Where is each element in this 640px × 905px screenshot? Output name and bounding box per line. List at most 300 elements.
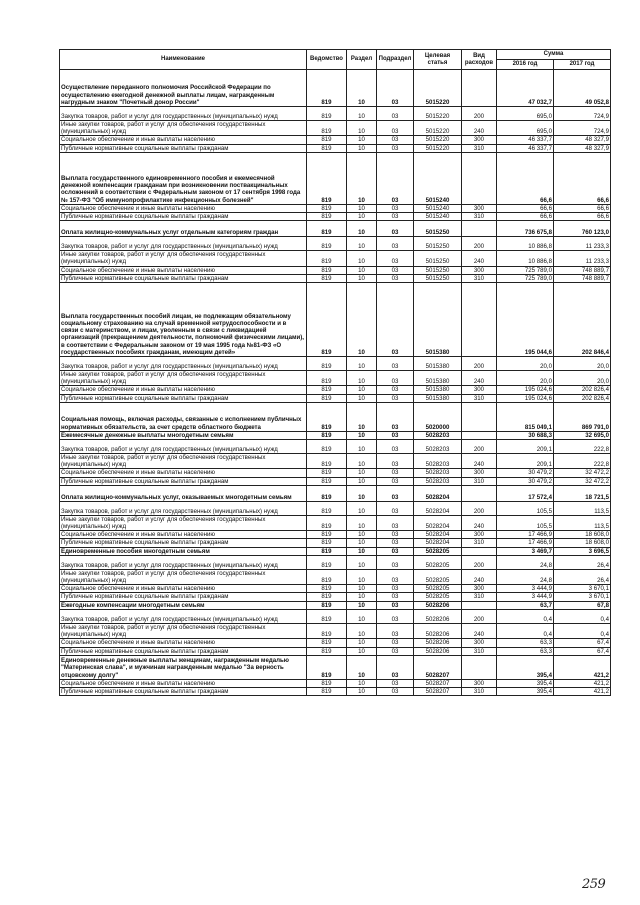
table-row — [60, 440, 611, 454]
name-cell: Осуществление переданного полномочия Российской Федерации по осуществлению ежегодной денежной выплаты лицам, награжденным нагрудным знаком "Почетный донор России" — [60, 70, 307, 107]
sum-2017-cell: 421,2 — [554, 655, 611, 679]
sum-2016-cell: 3 469,7 — [497, 547, 554, 555]
table-row — [60, 609, 611, 623]
podrazdel-cell: 03 — [377, 555, 414, 569]
target-article-cell: 5015380 — [414, 357, 462, 371]
razdel-cell: 10 — [347, 501, 377, 515]
sum-2016-cell: 46 337,7 — [497, 136, 554, 144]
sum-2016-cell: 195 024,6 — [497, 386, 554, 394]
podrazdel-cell: 03 — [377, 601, 414, 609]
page-number: 259 — [582, 877, 606, 892]
vedomstvo-cell: 819 — [307, 515, 347, 530]
table-row — [60, 539, 611, 547]
expense-type-cell: 240 — [462, 569, 497, 584]
target-article-cell: 5015220 — [414, 107, 462, 121]
sum-2016-cell: 395,4 — [497, 687, 554, 695]
vedomstvo-cell: 819 — [307, 477, 347, 485]
sum-2017-cell: 11 233,3 — [554, 251, 611, 266]
sum-2016-cell: 10 886,8 — [497, 237, 554, 251]
target-article-cell: 5015220 — [414, 121, 462, 136]
table-row — [60, 469, 611, 477]
table-row — [60, 531, 611, 539]
podrazdel-cell: 03 — [377, 144, 414, 152]
header-razdel: Раздел — [347, 50, 377, 70]
expense-type-cell: 240 — [462, 371, 497, 386]
target-article-cell: 5028206 — [414, 601, 462, 609]
target-article-cell: 5020000 — [414, 402, 462, 431]
expense-type-cell: 310 — [462, 213, 497, 221]
name-cell: Публичные нормативные социальные выплаты гражданам — [60, 274, 307, 282]
podrazdel-cell: 03 — [377, 121, 414, 136]
name-cell: Публичные нормативные социальные выплаты гражданам — [60, 539, 307, 547]
expense-type-cell: 310 — [462, 274, 497, 282]
sum-2017-cell: 202 846,4 — [554, 283, 611, 357]
table-row — [60, 144, 611, 152]
expense-type-cell: 310 — [462, 539, 497, 547]
vedomstvo-cell: 819 — [307, 121, 347, 136]
name-cell: Социальное обеспечение и иные выплаты населению — [60, 585, 307, 593]
expense-type-cell — [462, 485, 497, 501]
sum-2017-cell: 67,8 — [554, 601, 611, 609]
expense-type-cell: 240 — [462, 251, 497, 266]
sum-2016-cell: 17 466,9 — [497, 531, 554, 539]
razdel-cell: 10 — [347, 266, 377, 274]
target-article-cell: 5015220 — [414, 70, 462, 107]
expense-type-cell: 310 — [462, 687, 497, 695]
target-article-cell: 5015380 — [414, 394, 462, 402]
podrazdel-cell: 03 — [377, 431, 414, 439]
target-article-cell: 5015220 — [414, 136, 462, 144]
vedomstvo-cell: 819 — [307, 679, 347, 687]
podrazdel-cell: 03 — [377, 386, 414, 394]
razdel-cell: 10 — [347, 152, 377, 204]
target-article-cell: 5015240 — [414, 213, 462, 221]
table-row — [60, 283, 611, 357]
sum-2016-cell: 195 044,6 — [497, 283, 554, 357]
razdel-cell: 10 — [347, 569, 377, 584]
header-year-2017: 2017 год — [554, 60, 611, 70]
sum-2016-cell: 695,0 — [497, 107, 554, 121]
sum-2017-cell: 26,4 — [554, 555, 611, 569]
vedomstvo-cell: 819 — [307, 402, 347, 431]
sum-2017-cell: 748 889,7 — [554, 266, 611, 274]
name-cell: Публичные нормативные социальные выплаты гражданам — [60, 144, 307, 152]
target-article-cell: 5015250 — [414, 266, 462, 274]
sum-2017-cell: 421,2 — [554, 687, 611, 695]
vedomstvo-cell: 819 — [307, 469, 347, 477]
table-row — [60, 274, 611, 282]
name-cell: Закупка товаров, работ и услуг для государственных (муниципальных) нужд — [60, 107, 307, 121]
vedomstvo-cell: 819 — [307, 204, 347, 212]
target-article-cell: 5028207 — [414, 687, 462, 695]
table-row — [60, 601, 611, 609]
sum-2016-cell: 30 479,2 — [497, 477, 554, 485]
vedomstvo-cell: 819 — [307, 357, 347, 371]
razdel-cell: 10 — [347, 485, 377, 501]
vedomstvo-cell: 819 — [307, 431, 347, 439]
table-row — [60, 454, 611, 469]
podrazdel-cell: 03 — [377, 221, 414, 237]
name-cell: Иные закупки товаров, работ и услуг для обеспечения государственных (муниципальных) нужд — [60, 569, 307, 584]
table-row — [60, 121, 611, 136]
table-row — [60, 485, 611, 501]
table-row — [60, 687, 611, 695]
expense-type-cell: 300 — [462, 679, 497, 687]
expense-type-cell — [462, 221, 497, 237]
target-article-cell: 5028205 — [414, 585, 462, 593]
table-row — [60, 386, 611, 394]
vedomstvo-cell: 819 — [307, 539, 347, 547]
razdel-cell: 10 — [347, 585, 377, 593]
vedomstvo-cell: 819 — [307, 531, 347, 539]
razdel-cell: 10 — [347, 431, 377, 439]
target-article-cell: 5028203 — [414, 431, 462, 439]
expense-type-cell: 310 — [462, 647, 497, 655]
podrazdel-cell: 03 — [377, 469, 414, 477]
target-article-cell: 5028204 — [414, 501, 462, 515]
razdel-cell: 10 — [347, 144, 377, 152]
expense-type-cell: 310 — [462, 593, 497, 601]
podrazdel-cell: 03 — [377, 152, 414, 204]
sum-2017-cell: 869 791,0 — [554, 402, 611, 431]
target-article-cell: 5015380 — [414, 371, 462, 386]
target-article-cell: 5028206 — [414, 609, 462, 623]
vedomstvo-cell: 819 — [307, 454, 347, 469]
sum-2016-cell: 20,0 — [497, 357, 554, 371]
table-row — [60, 237, 611, 251]
sum-2017-cell: 32 695,0 — [554, 431, 611, 439]
razdel-cell: 10 — [347, 251, 377, 266]
target-article-cell: 5015240 — [414, 152, 462, 204]
sum-2017-cell: 32 472,2 — [554, 469, 611, 477]
podrazdel-cell: 03 — [377, 440, 414, 454]
vedomstvo-cell: 819 — [307, 221, 347, 237]
expense-type-cell: 300 — [462, 469, 497, 477]
podrazdel-cell: 03 — [377, 371, 414, 386]
podrazdel-cell: 03 — [377, 394, 414, 402]
podrazdel-cell: 03 — [377, 679, 414, 687]
sum-2017-cell: 26,4 — [554, 569, 611, 584]
expense-type-cell — [462, 152, 497, 204]
vedomstvo-cell: 819 — [307, 213, 347, 221]
expense-type-cell: 200 — [462, 237, 497, 251]
sum-2016-cell: 46 337,7 — [497, 144, 554, 152]
target-article-cell: 5015250 — [414, 251, 462, 266]
sum-2016-cell: 209,1 — [497, 440, 554, 454]
expense-type-cell: 300 — [462, 639, 497, 647]
vedomstvo-cell: 819 — [307, 251, 347, 266]
sum-2016-cell: 66,6 — [497, 213, 554, 221]
table-row — [60, 213, 611, 221]
name-cell: Закупка товаров, работ и услуг для государственных (муниципальных) нужд — [60, 609, 307, 623]
sum-2017-cell: 49 052,8 — [554, 70, 611, 107]
table-row — [60, 266, 611, 274]
name-cell: Иные закупки товаров, работ и услуг для обеспечения государственных (муниципальных) нужд — [60, 251, 307, 266]
target-article-cell: 5028207 — [414, 655, 462, 679]
sum-2017-cell: 20,0 — [554, 357, 611, 371]
table-row — [60, 431, 611, 439]
sum-2016-cell: 209,1 — [497, 454, 554, 469]
target-article-cell: 5028205 — [414, 547, 462, 555]
table-row — [60, 555, 611, 569]
header-expense-type: Вид расходов — [462, 50, 497, 70]
razdel-cell: 10 — [347, 357, 377, 371]
table-row — [60, 221, 611, 237]
razdel-cell: 10 — [347, 394, 377, 402]
sum-2017-cell: 222,8 — [554, 454, 611, 469]
target-article-cell: 5015220 — [414, 144, 462, 152]
sum-2016-cell: 30 688,3 — [497, 431, 554, 439]
name-cell: Оплата жилищно-коммунальных услуг отдельным категориям граждан — [60, 221, 307, 237]
name-cell: Социальная помощь, включая расходы, связанные с исполнением публичных нормативных обязательств, за счет средств областного бюджета — [60, 402, 307, 431]
sum-2017-cell: 421,2 — [554, 679, 611, 687]
sum-2016-cell: 815 049,1 — [497, 402, 554, 431]
podrazdel-cell: 03 — [377, 274, 414, 282]
target-article-cell: 5028204 — [414, 515, 462, 530]
expense-type-cell — [462, 431, 497, 439]
target-article-cell: 5028204 — [414, 539, 462, 547]
name-cell: Публичные нормативные социальные выплаты гражданам — [60, 477, 307, 485]
expense-type-cell: 300 — [462, 585, 497, 593]
target-article-cell: 5028205 — [414, 555, 462, 569]
razdel-cell: 10 — [347, 547, 377, 555]
sum-2017-cell: 0,4 — [554, 623, 611, 638]
table-header — [60, 50, 611, 70]
expense-type-cell — [462, 402, 497, 431]
table-row — [60, 547, 611, 555]
podrazdel-cell: 03 — [377, 477, 414, 485]
expense-type-cell: 310 — [462, 477, 497, 485]
target-article-cell: 5028203 — [414, 440, 462, 454]
vedomstvo-cell: 819 — [307, 569, 347, 584]
razdel-cell: 10 — [347, 555, 377, 569]
sum-2016-cell: 17 466,9 — [497, 539, 554, 547]
podrazdel-cell: 03 — [377, 485, 414, 501]
vedomstvo-cell: 819 — [307, 144, 347, 152]
sum-2017-cell: 48 327,9 — [554, 136, 611, 144]
vedomstvo-cell: 819 — [307, 152, 347, 204]
budget-table — [59, 49, 611, 696]
sum-2017-cell: 67,4 — [554, 647, 611, 655]
header-vedomstvo: Ведомство — [307, 50, 347, 70]
podrazdel-cell: 03 — [377, 539, 414, 547]
sum-2017-cell: 3 670,1 — [554, 593, 611, 601]
table-row — [60, 477, 611, 485]
razdel-cell: 10 — [347, 593, 377, 601]
podrazdel-cell: 03 — [377, 357, 414, 371]
vedomstvo-cell: 819 — [307, 274, 347, 282]
podrazdel-cell: 03 — [377, 547, 414, 555]
sum-2016-cell: 105,5 — [497, 515, 554, 530]
sum-2017-cell: 66,6 — [554, 152, 611, 204]
sum-2016-cell: 17 572,4 — [497, 485, 554, 501]
sum-2017-cell: 202 826,4 — [554, 386, 611, 394]
podrazdel-cell: 03 — [377, 266, 414, 274]
vedomstvo-cell: 819 — [307, 585, 347, 593]
expense-type-cell: 200 — [462, 440, 497, 454]
razdel-cell: 10 — [347, 121, 377, 136]
podrazdel-cell: 03 — [377, 402, 414, 431]
sum-2016-cell: 10 886,8 — [497, 251, 554, 266]
table-row — [60, 357, 611, 371]
razdel-cell: 10 — [347, 639, 377, 647]
vedomstvo-cell: 819 — [307, 136, 347, 144]
podrazdel-cell: 03 — [377, 531, 414, 539]
name-cell: Социальное обеспечение и иные выплаты населению — [60, 266, 307, 274]
name-cell: Социальное обеспечение и иные выплаты населению — [60, 386, 307, 394]
podrazdel-cell: 03 — [377, 585, 414, 593]
razdel-cell: 10 — [347, 136, 377, 144]
name-cell: Иные закупки товаров, работ и услуг для обеспечения государственных (муниципальных) нужд — [60, 515, 307, 530]
sum-2017-cell: 0,4 — [554, 609, 611, 623]
razdel-cell: 10 — [347, 70, 377, 107]
razdel-cell: 10 — [347, 679, 377, 687]
expense-type-cell: 200 — [462, 555, 497, 569]
table-row — [60, 70, 611, 107]
sum-2017-cell: 3 696,5 — [554, 547, 611, 555]
name-cell: Социальное обеспечение и иные выплаты населению — [60, 204, 307, 212]
sum-2017-cell: 3 670,1 — [554, 585, 611, 593]
vedomstvo-cell: 819 — [307, 647, 347, 655]
table-row — [60, 647, 611, 655]
podrazdel-cell: 03 — [377, 251, 414, 266]
table-row — [60, 569, 611, 584]
table-row — [60, 251, 611, 266]
vedomstvo-cell: 819 — [307, 687, 347, 695]
expense-type-cell — [462, 655, 497, 679]
target-article-cell: 5028207 — [414, 679, 462, 687]
name-cell: Закупка товаров, работ и услуг для государственных (муниципальных) нужд — [60, 440, 307, 454]
table-row — [60, 501, 611, 515]
target-article-cell: 5015250 — [414, 274, 462, 282]
sum-2017-cell: 20,0 — [554, 371, 611, 386]
sum-2017-cell: 67,4 — [554, 639, 611, 647]
header-summa: Сумма — [497, 50, 611, 60]
sum-2016-cell: 63,3 — [497, 647, 554, 655]
expense-type-cell: 200 — [462, 501, 497, 515]
name-cell: Выплата государственного единовременного пособия и ежемесячной денежной компенсации гражданам при возникновении поствакцинальных осложнений в соответствии с Федеральным законом от 17 сентября 1998 года № 157-ФЗ "Об иммунопрофилактике инфекционных болезней" — [60, 152, 307, 204]
podrazdel-cell: 03 — [377, 213, 414, 221]
expense-type-cell: 200 — [462, 609, 497, 623]
name-cell: Публичные нормативные социальные выплаты гражданам — [60, 593, 307, 601]
sum-2017-cell: 113,5 — [554, 515, 611, 530]
vedomstvo-cell: 819 — [307, 601, 347, 609]
razdel-cell: 10 — [347, 539, 377, 547]
target-article-cell: 5028206 — [414, 639, 462, 647]
sum-2017-cell: 18 608,0 — [554, 531, 611, 539]
header-target-article: Целевая статья — [414, 50, 462, 70]
expense-type-cell — [462, 601, 497, 609]
target-article-cell: 5015250 — [414, 221, 462, 237]
expense-type-cell: 300 — [462, 531, 497, 539]
podrazdel-cell: 03 — [377, 70, 414, 107]
target-article-cell: 5028205 — [414, 593, 462, 601]
name-cell: Иные закупки товаров, работ и услуг для обеспечения государственных (муниципальных) нужд — [60, 121, 307, 136]
table-row — [60, 593, 611, 601]
razdel-cell: 10 — [347, 283, 377, 357]
sum-2016-cell: 195 024,6 — [497, 394, 554, 402]
sum-2017-cell: 18 721,5 — [554, 485, 611, 501]
header-year-2016: 2016 год — [497, 60, 554, 70]
razdel-cell: 10 — [347, 601, 377, 609]
vedomstvo-cell: 819 — [307, 107, 347, 121]
podrazdel-cell: 03 — [377, 569, 414, 584]
name-cell: Выплата государственных пособий лицам, не подлежащим обязательному социальному страхованию на случай временной нетрудоспособности и в связи с материнством, и лицам, уволенным в связи с ликвидацией организаций (прекращением деятельности, полномочий физическими лицами), в соответствии с Федеральным законом от 19 мая 1995 года №81-ФЗ «О государственных пособиях гражданам, имеющим детей» — [60, 283, 307, 357]
table-row — [60, 152, 611, 204]
name-cell: Ежемесячные денежные выплаты многодетным семьям — [60, 431, 307, 439]
header-podrazdel: Подраздел — [377, 50, 414, 70]
expense-type-cell: 200 — [462, 357, 497, 371]
sum-2016-cell: 47 032,7 — [497, 70, 554, 107]
razdel-cell: 10 — [347, 221, 377, 237]
razdel-cell: 10 — [347, 454, 377, 469]
name-cell: Публичные нормативные социальные выплаты гражданам — [60, 647, 307, 655]
expense-type-cell: 200 — [462, 107, 497, 121]
sum-2017-cell: 202 826,4 — [554, 394, 611, 402]
sum-2016-cell: 66,6 — [497, 204, 554, 212]
sum-2017-cell: 748 889,7 — [554, 274, 611, 282]
table-row — [60, 585, 611, 593]
sum-2016-cell: 24,8 — [497, 555, 554, 569]
podrazdel-cell: 03 — [377, 136, 414, 144]
vedomstvo-cell: 819 — [307, 555, 347, 569]
name-cell: Закупка товаров, работ и услуг для государственных (муниципальных) нужд — [60, 501, 307, 515]
podrazdel-cell: 03 — [377, 647, 414, 655]
name-cell: Публичные нормативные социальные выплаты гражданам — [60, 394, 307, 402]
razdel-cell: 10 — [347, 477, 377, 485]
sum-2016-cell: 66,6 — [497, 152, 554, 204]
name-cell: Иные закупки товаров, работ и услуг для обеспечения государственных (муниципальных) нужд — [60, 371, 307, 386]
name-cell: Иные закупки товаров, работ и услуг для обеспечения государственных (муниципальных) нужд — [60, 454, 307, 469]
table-row — [60, 371, 611, 386]
razdel-cell: 10 — [347, 402, 377, 431]
vedomstvo-cell: 819 — [307, 386, 347, 394]
target-article-cell: 5015380 — [414, 283, 462, 357]
table-row — [60, 679, 611, 687]
podrazdel-cell: 03 — [377, 204, 414, 212]
vedomstvo-cell: 819 — [307, 440, 347, 454]
target-article-cell: 5028203 — [414, 477, 462, 485]
vedomstvo-cell: 819 — [307, 623, 347, 638]
razdel-cell: 10 — [347, 237, 377, 251]
vedomstvo-cell: 819 — [307, 609, 347, 623]
podrazdel-cell: 03 — [377, 237, 414, 251]
target-article-cell: 5028204 — [414, 485, 462, 501]
expense-type-cell: 240 — [462, 623, 497, 638]
sum-2016-cell: 395,4 — [497, 679, 554, 687]
expense-type-cell: 240 — [462, 121, 497, 136]
razdel-cell: 10 — [347, 469, 377, 477]
table-row — [60, 402, 611, 431]
podrazdel-cell: 03 — [377, 609, 414, 623]
name-cell: Единовременные денежные выплаты женщинам, награжденным медалью "Материнская слава", и мужчинам награжденным медалью "За верность отцовскому долгу" — [60, 655, 307, 679]
razdel-cell: 10 — [347, 655, 377, 679]
sum-2016-cell: 725 789,0 — [497, 274, 554, 282]
vedomstvo-cell: 819 — [307, 394, 347, 402]
target-article-cell: 5028206 — [414, 623, 462, 638]
razdel-cell: 10 — [347, 386, 377, 394]
target-article-cell: 5028203 — [414, 454, 462, 469]
name-cell: Социальное обеспечение и иные выплаты населению — [60, 639, 307, 647]
expense-type-cell — [462, 547, 497, 555]
razdel-cell: 10 — [347, 274, 377, 282]
name-cell: Ежегодные компенсации многодетным семьям — [60, 601, 307, 609]
vedomstvo-cell: 819 — [307, 655, 347, 679]
sum-2016-cell: 736 675,8 — [497, 221, 554, 237]
razdel-cell: 10 — [347, 515, 377, 530]
name-cell: Социальное обеспечение и иные выплаты населению — [60, 531, 307, 539]
razdel-cell: 10 — [347, 647, 377, 655]
